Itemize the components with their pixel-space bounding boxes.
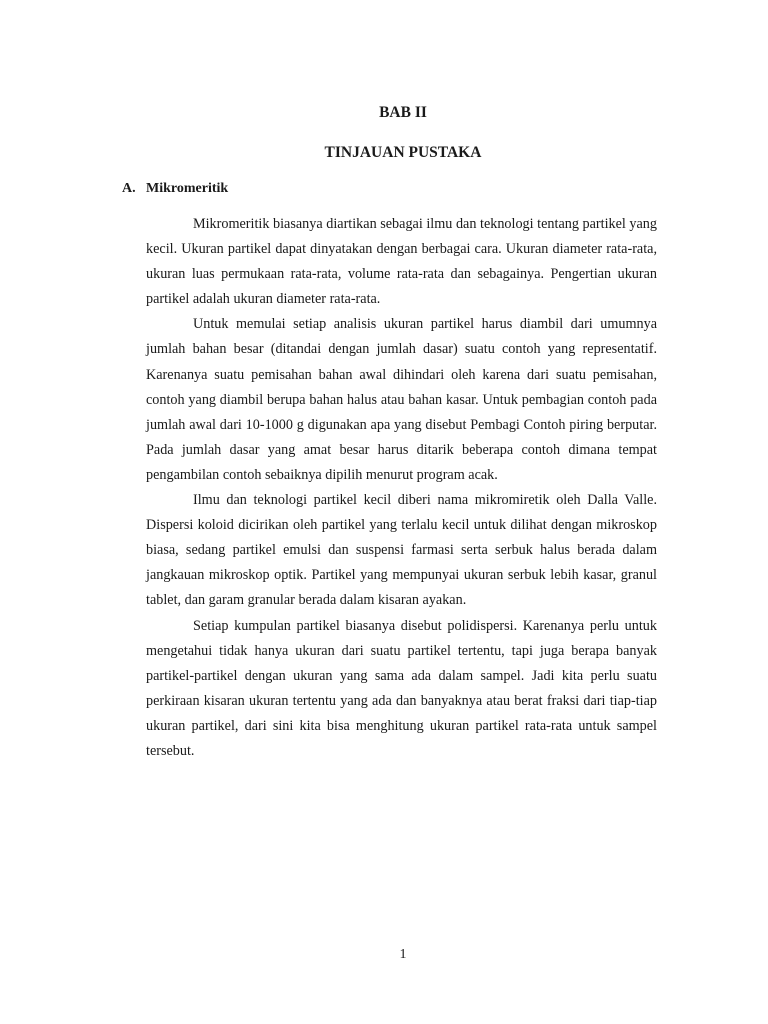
body-text bbox=[146, 212, 657, 764]
section-heading bbox=[122, 181, 228, 197]
paragraph: Untuk memulai setiap analisis ukuran partikel harus diambil dari umumnya jumlah bahan besar (ditandai dengan jumlah dasar) suatu contoh yang representatif. Karenanya suatu pemisahan bahan awal dihindari oleh karena dari suatu pemisahan, contoh yang diambil berupa bahan halus atau bahan kasar. Untuk pembagian contoh pada jumlah awal dari 10-1000 g digunakan apa yang disebut Pembagi Contoh piring berputar. Pada jumlah dasar yang amat besar harus ditarik beberapa contoh dimana tempat pengambilan contoh sebaiknya dipilih menurut program acak. bbox=[146, 316, 657, 483]
section-title: Mikromeritik bbox=[146, 181, 229, 196]
paragraph: Setiap kumpulan partikel biasanya disebut polidispersi. Karenanya perlu untuk mengetahui tidak hanya ukuran dari suatu partikel tertentu, tapi juga berapa banyak partikel-partikel dengan ukuran yang sama ada dalam sampel. Jadi kita perlu suatu perkiraan kisaran ukuran tertentu yang ada dan banyaknya atau berat fraksi dari tiap-tiap ukuran partikel, dari sini kita bisa menghitung ukuran partikel rata-rata untuk sampel tersebut. bbox=[146, 617, 657, 759]
page-number: 1 bbox=[399, 947, 407, 962]
paragraph: Mikromeritik biasanya diartikan sebagai ilmu dan teknologi tentang partikel yang kecil. Ukuran partikel dapat dinyatakan dengan berbagai cara. Ukuran diameter rata-rata, ukuran luas permukaan rata-rata, volume rata-rata dan sebagainya. Pengertian ukuran partikel adalah ukuran diameter rata-rata. bbox=[146, 216, 657, 308]
chapter-title: TINJAUAN PUSTAKA bbox=[324, 144, 482, 161]
chapter-label: BAB II bbox=[379, 104, 427, 121]
section-letter: A. bbox=[122, 181, 136, 196]
paragraph: Ilmu dan teknologi partikel kecil diberi nama mikromiretik oleh Dalla Valle. Dispersi koloid dicirikan oleh partikel yang terlalu kecil untuk dilihat dengan mikroskop biasa, sedang partikel emulsi dan suspensi farmasi serta serbuk halus berada dalam jangkauan mikroskop optik. Partikel yang mempunyai ukuran serbuk lebih kasar, granul tablet, dan garam granular berada dalam kisaran ayakan. bbox=[146, 492, 657, 609]
